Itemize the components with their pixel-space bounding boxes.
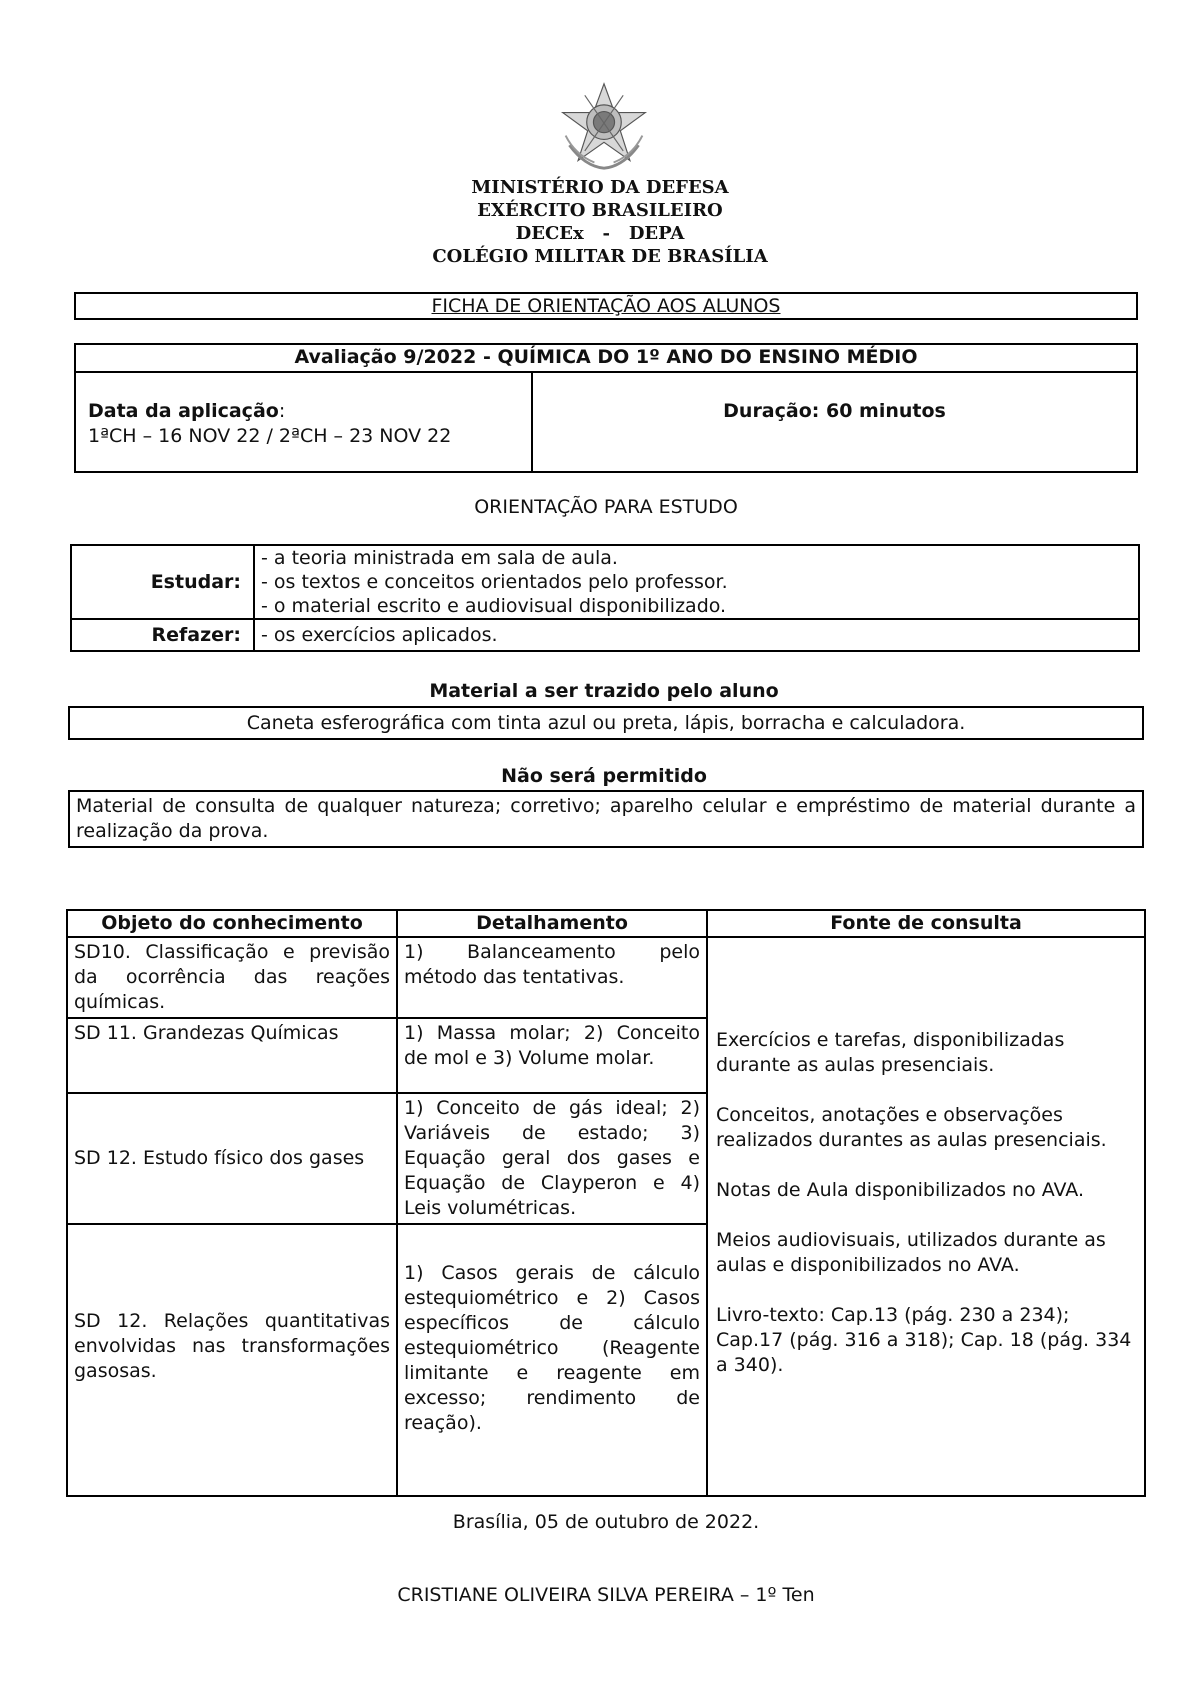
estudar-item: - o material escrito e audiovisual disponibilizado. (261, 595, 727, 617)
header-objeto: Objeto do conhecimento (67, 910, 397, 937)
header-detalhamento: Detalhamento (397, 910, 707, 937)
estudar-label: Estudar: (71, 545, 254, 619)
content-table (66, 909, 1146, 1497)
coat-of-arms-icon (556, 78, 652, 174)
evaluation-title: Avaliação 9/2022 - QUÍMICA DO 1º ANO DO ENSINO MÉDIO (75, 344, 1137, 372)
header-army: EXÉRCITO BRASILEIRO (477, 200, 723, 221)
forbidden-heading: Não será permitido (501, 765, 707, 787)
refazer-item: - os exercícios aplicados. (254, 619, 1139, 651)
material-text: Caneta esferográfica com tinta azul ou preta, lápis, borracha e calculadora. (68, 706, 1144, 740)
table-row-objeto: SD10. Classificação e previsão da ocorrência das reações químicas. (67, 937, 397, 1018)
application-date-value: 1ªCH – 16 NOV 22 / 2ªCH – 23 NOV 22 (88, 425, 452, 447)
estudar-item: - os textos e conceitos orientados pelo professor. (261, 571, 728, 593)
fonte-item: Livro-texto: Cap.13 (pág. 230 a 234); Cap.17 (pág. 316 a 318); Cap. 18 (pág. 334 a 340). (716, 1304, 1132, 1376)
header-school: COLÉGIO MILITAR DE BRASÍLIA (432, 246, 768, 267)
material-heading: Material a ser trazido pelo aluno (429, 680, 779, 702)
header-ministry: MINISTÉRIO DA DEFESA (471, 177, 729, 198)
fonte-consulta-cell (707, 937, 1145, 1496)
table-row-objeto: SD 11. Grandezas Químicas (67, 1018, 397, 1093)
study-table (70, 544, 1140, 652)
fonte-item: Notas de Aula disponibilizados no AVA. (716, 1179, 1085, 1201)
header-fonte: Fonte de consulta (707, 910, 1145, 937)
application-date-cell (75, 372, 532, 472)
estudar-item: - a teoria ministrada em sala de aula. (261, 547, 618, 569)
application-date-label: Data da aplicação (88, 400, 279, 422)
fonte-item: Exercícios e tarefas, disponibilizadas durante as aulas presenciais. (716, 1029, 1065, 1076)
table-row-detalhe: 1) Casos gerais de cálculo estequiométrico e 2) Casos específicos de cálculo estequiométrico (Reagente limitante e reagente em excesso; rendimento de reação). (397, 1224, 707, 1496)
forbidden-text: Material de consulta de qualquer natureza; corretivo; aparelho celular e empréstimo de material durante a realização da prova. (68, 790, 1144, 848)
table-row-detalhe: 1) Conceito de gás ideal; 2) Variáveis de estado; 3) Equação geral dos gases e Equação de Clayperon e 4) Leis volumétricas. (397, 1093, 707, 1224)
place-date: Brasília, 05 de outubro de 2022. (452, 1511, 760, 1533)
signature: CRISTIANE OLIVEIRA SILVA PEREIRA – 1º Ten (397, 1584, 815, 1606)
refazer-label: Refazer: (71, 619, 254, 651)
study-heading: ORIENTAÇÃO PARA ESTUDO (474, 496, 738, 518)
table-row-objeto: SD 12. Relações quantitativas envolvidas nas transformações gasosas. (67, 1224, 397, 1496)
form-title: FICHA DE ORIENTAÇÃO AOS ALUNOS (74, 292, 1138, 320)
table-row-detalhe: 1) Balanceamento pelo método das tentativas. (397, 937, 707, 1018)
estudar-items (254, 545, 1139, 619)
fonte-item: Conceitos, anotações e observações realizados durantes as aulas presenciais. (716, 1104, 1107, 1151)
evaluation-table (74, 343, 1138, 473)
table-row-objeto: SD 12. Estudo físico dos gases (67, 1093, 397, 1224)
fonte-item: Meios audiovisuais, utilizados durante as aulas e disponibilizados no AVA. (716, 1229, 1106, 1276)
application-date-colon: : (278, 400, 286, 422)
table-row-detalhe: 1) Massa molar; 2) Conceito de mol e 3) Volume molar. (397, 1018, 707, 1093)
header-department: DECEx - DEPA (515, 223, 685, 244)
duration: Duração: 60 minutos (532, 372, 1137, 472)
